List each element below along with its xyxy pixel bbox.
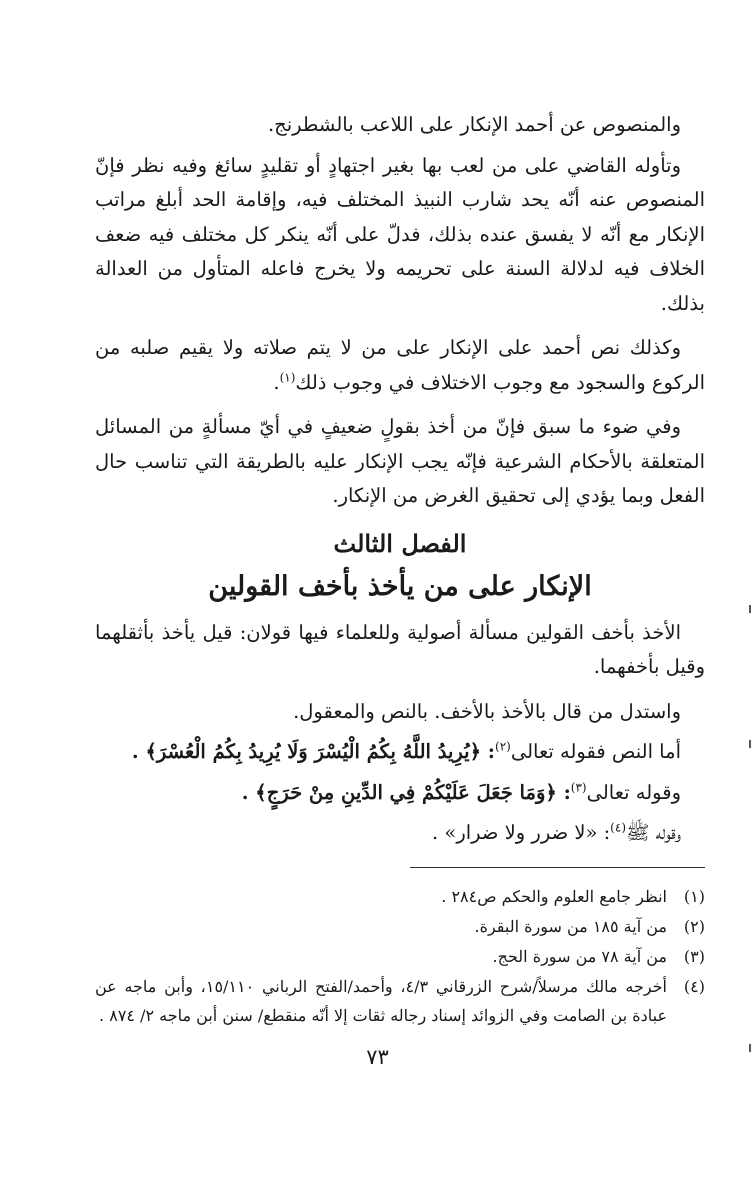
footnote-separator: [410, 867, 705, 868]
paragraph-3-end: .: [273, 370, 280, 394]
footnote-text: انظر جامع العلوم والحكم ص٢٨٤ .: [441, 886, 667, 906]
edge-mark: [749, 1044, 751, 1052]
paragraph-4: وفي ضوء ما سبق فإنّ من أخذ بقولٍ ضعيفٍ في أيّ مسألةٍ من المسائل المتعلقة بالأحكام الشرعية فإنّه يجب الإنكار عليه بالطريقة التي تناسب حال الفعل وبما يؤدي إلى تحقيق الغرض من الإنكار.: [95, 415, 705, 507]
quote-line-1: [95, 735, 705, 770]
footnote-text: من آية ٧٨ من سورة الحج.: [492, 946, 667, 966]
footnote-ref-2[interactable]: (٢): [495, 739, 511, 754]
paragraph-3-text: وكذلك نص أحمد على الإنكار على من لا يتم صلاته ولا يقيم صلبه من الركوع والسجود مع وجوب الاختلاف في وجوب ذلك: [95, 336, 705, 394]
footnote-item: [95, 912, 705, 941]
footnote-item: [95, 972, 705, 1030]
quote-3-prefix: وقوله ﷺ: [626, 821, 681, 844]
footnote-text: من آية ١٨٥ من سورة البقرة.: [474, 916, 667, 936]
paragraph-3: [95, 331, 705, 400]
footnote-number: (١): [683, 886, 705, 906]
quote-2-prefix: وقوله تعالى: [586, 780, 681, 804]
quote-line-3: [95, 816, 705, 851]
footnote-item: [95, 942, 705, 971]
paragraph-2: وتأوله القاضي على من لعب بها بغير اجتهادٍ أو تقليدٍ سائغ وفيه نظر فإنّ المنصوص عنه أنّه يحد شارب النبيذ المختلف فيه، وإقامة الحد أبلغ مراتب الإنكار مع أنّه لا يفسق عنده بذلك، فدلّ على أنّه ينكر كل مختلف فيه ضعف الخلاف فيه لدلالة السنة على تحريمه ولا يخرج فاعله المتأول من العدالة بذلك.: [95, 153, 705, 315]
quran-quote-2: : ﴿وَمَا جَعَلَ عَلَيْكُمْ فِي الدِّينِ مِنْ حَرَجٍ﴾ .: [241, 780, 571, 804]
edge-mark: [749, 740, 751, 748]
page-body: [95, 108, 705, 1031]
footnote-item: [95, 882, 705, 911]
evidence-line: واستدل من قال بالأخذ بالأخف. بالنص والمعقول.: [293, 699, 681, 723]
quote-line-2: [95, 776, 705, 811]
paragraph-1: والمنصوص عن أحمد الإنكار على اللاعب بالشطرنج.: [267, 113, 681, 136]
section-title: الإنكار على من يأخذ بأخف القولين: [208, 570, 592, 602]
footnote-number: (٤): [683, 976, 705, 996]
footnote-ref-4[interactable]: (٤): [610, 820, 626, 835]
footnote-number: (٢): [683, 916, 705, 936]
footnote-number: (٣): [683, 946, 705, 966]
footnote-ref-3[interactable]: (٣): [570, 780, 587, 794]
hadith-quote: : «لا ضرر ولا ضرار» .: [432, 821, 611, 844]
intro-paragraph: الأخذ بأخف القولين مسألة أصولية وللعلماء فيها قولان: قيل يأخذ بأثقلهما وقيل بأخفهما.: [95, 620, 705, 678]
quran-quote-1: : ﴿يُرِيدُ اللَّهُ بِكُمُ الْيُسْرَ وَلَا يُرِيدُ بِكُمُ الْعُسْرَ﴾ .: [131, 740, 495, 763]
page-number: ٧٣: [366, 1045, 389, 1069]
footnote-text: أخرجه مالك مرسلاً/شرح الزرقاني ٤/٣، وأحمد/الفتح الرباني ١٥/١١٠، وأبن ماجه عن عبادة بن الصامت وفي الزوائد إسناد رجاله ثقات إلا أنّه منقطع/ سنن أبن ماجه ٢/ ٨٧٤ .: [95, 976, 668, 1025]
footnote-ref-1[interactable]: (١): [279, 370, 296, 384]
chapter-heading: الفصل الثالث: [333, 528, 467, 558]
quote-1-prefix: أما النص فقوله تعالى: [510, 740, 681, 763]
footnotes: [95, 882, 705, 1030]
edge-mark: [749, 605, 751, 613]
